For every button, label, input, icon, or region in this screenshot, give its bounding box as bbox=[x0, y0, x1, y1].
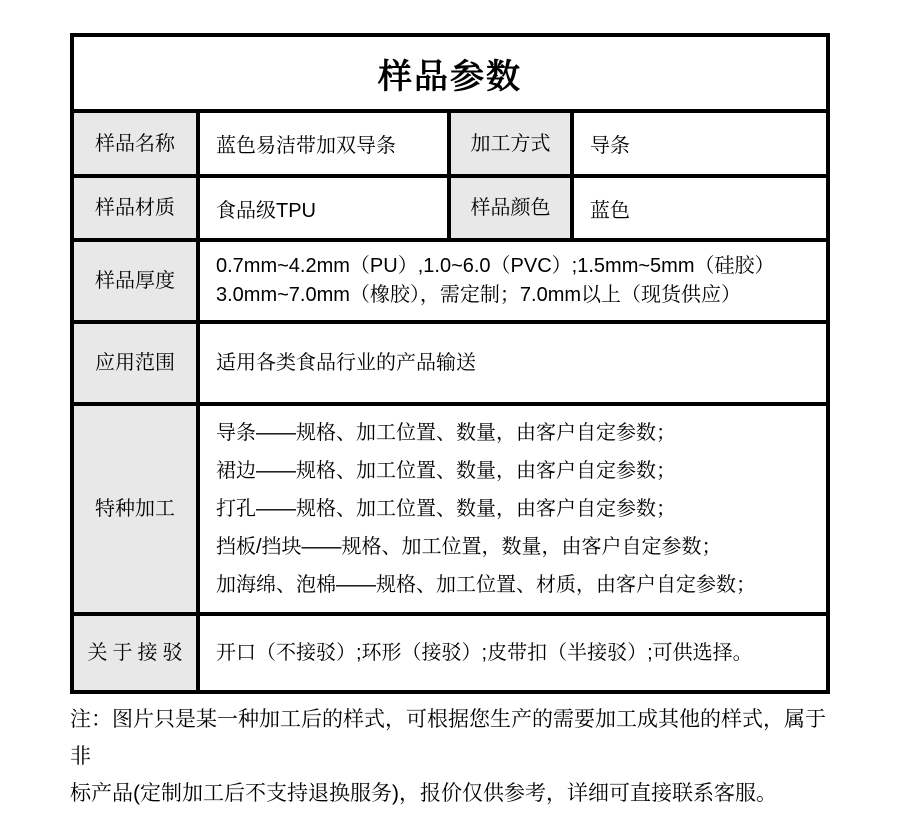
table-row-splicing bbox=[74, 612, 826, 690]
special-line-sponge-foam: 加海绵、泡棉——规格、加工位置、材质，由客户自定参数； bbox=[216, 574, 756, 596]
special-processing-label: 特种加工 bbox=[74, 406, 196, 612]
special-line-guide-strip: 导条——规格、加工位置、数量，由客户自定参数； bbox=[216, 422, 676, 444]
application-line-1: 适用各类食品行业的产品输送 bbox=[216, 352, 476, 374]
special-line-skirt: 裙边——规格、加工位置、数量，由客户自定参数； bbox=[216, 460, 676, 482]
thickness-line-1: 0.7mm~4.2mm（PU）,1.0~6.0（PVC）;1.5mm~5mm（硅胶） bbox=[216, 255, 775, 277]
table-title: 样品参数 bbox=[378, 57, 522, 96]
special-line-punching: 打孔——规格、加工位置、数量，由客户自定参数； bbox=[216, 498, 676, 520]
table-row-sample-name bbox=[74, 109, 826, 174]
sample-material-label: 样品材质 bbox=[74, 178, 196, 238]
splicing-label: 关于接驳 bbox=[74, 616, 196, 690]
splicing-value bbox=[196, 616, 826, 690]
footer-note-line-2: 标产品(定制加工后不支持退换服务)，报价仅供参考，详细可直接联系客服。 bbox=[70, 782, 777, 805]
table-row-application-range bbox=[74, 320, 826, 402]
sample-material-value: 食品级TPU bbox=[196, 178, 447, 238]
sample-name-value: 蓝色易洁带加双导条 bbox=[196, 113, 447, 174]
footer-note-line-1: 注：图片只是某一种加工后的样式，可根据您生产的需要加工成其他的样式，属于非 bbox=[70, 708, 826, 768]
application-range-label: 应用范围 bbox=[74, 324, 196, 402]
sample-name-label: 样品名称 bbox=[74, 113, 196, 174]
table-row-special-processing bbox=[74, 402, 826, 612]
thickness-line-2: 3.0mm~7.0mm（橡胶），需定制；7.0mm以上（现货供应） bbox=[216, 284, 742, 306]
splicing-line-1: 开口（不接驳）;环形（接驳）;皮带扣（半接驳）;可供选择。 bbox=[216, 642, 753, 664]
special-processing-value bbox=[196, 406, 826, 612]
processing-method-label: 加工方式 bbox=[447, 113, 570, 174]
spec-table bbox=[70, 33, 830, 694]
table-row-sample-material bbox=[74, 174, 826, 238]
table-row-sample-thickness bbox=[74, 238, 826, 320]
application-range-value bbox=[196, 324, 826, 402]
processing-method-value: 导条 bbox=[570, 113, 826, 174]
sample-thickness-value bbox=[196, 242, 826, 320]
sample-color-value: 蓝色 bbox=[570, 178, 826, 238]
footer-note bbox=[70, 701, 830, 812]
special-line-baffle: 挡板/挡块——规格、加工位置，数量，由客户自定参数； bbox=[216, 536, 722, 558]
sample-thickness-label: 样品厚度 bbox=[74, 242, 196, 320]
sample-color-label: 样品颜色 bbox=[447, 178, 570, 238]
